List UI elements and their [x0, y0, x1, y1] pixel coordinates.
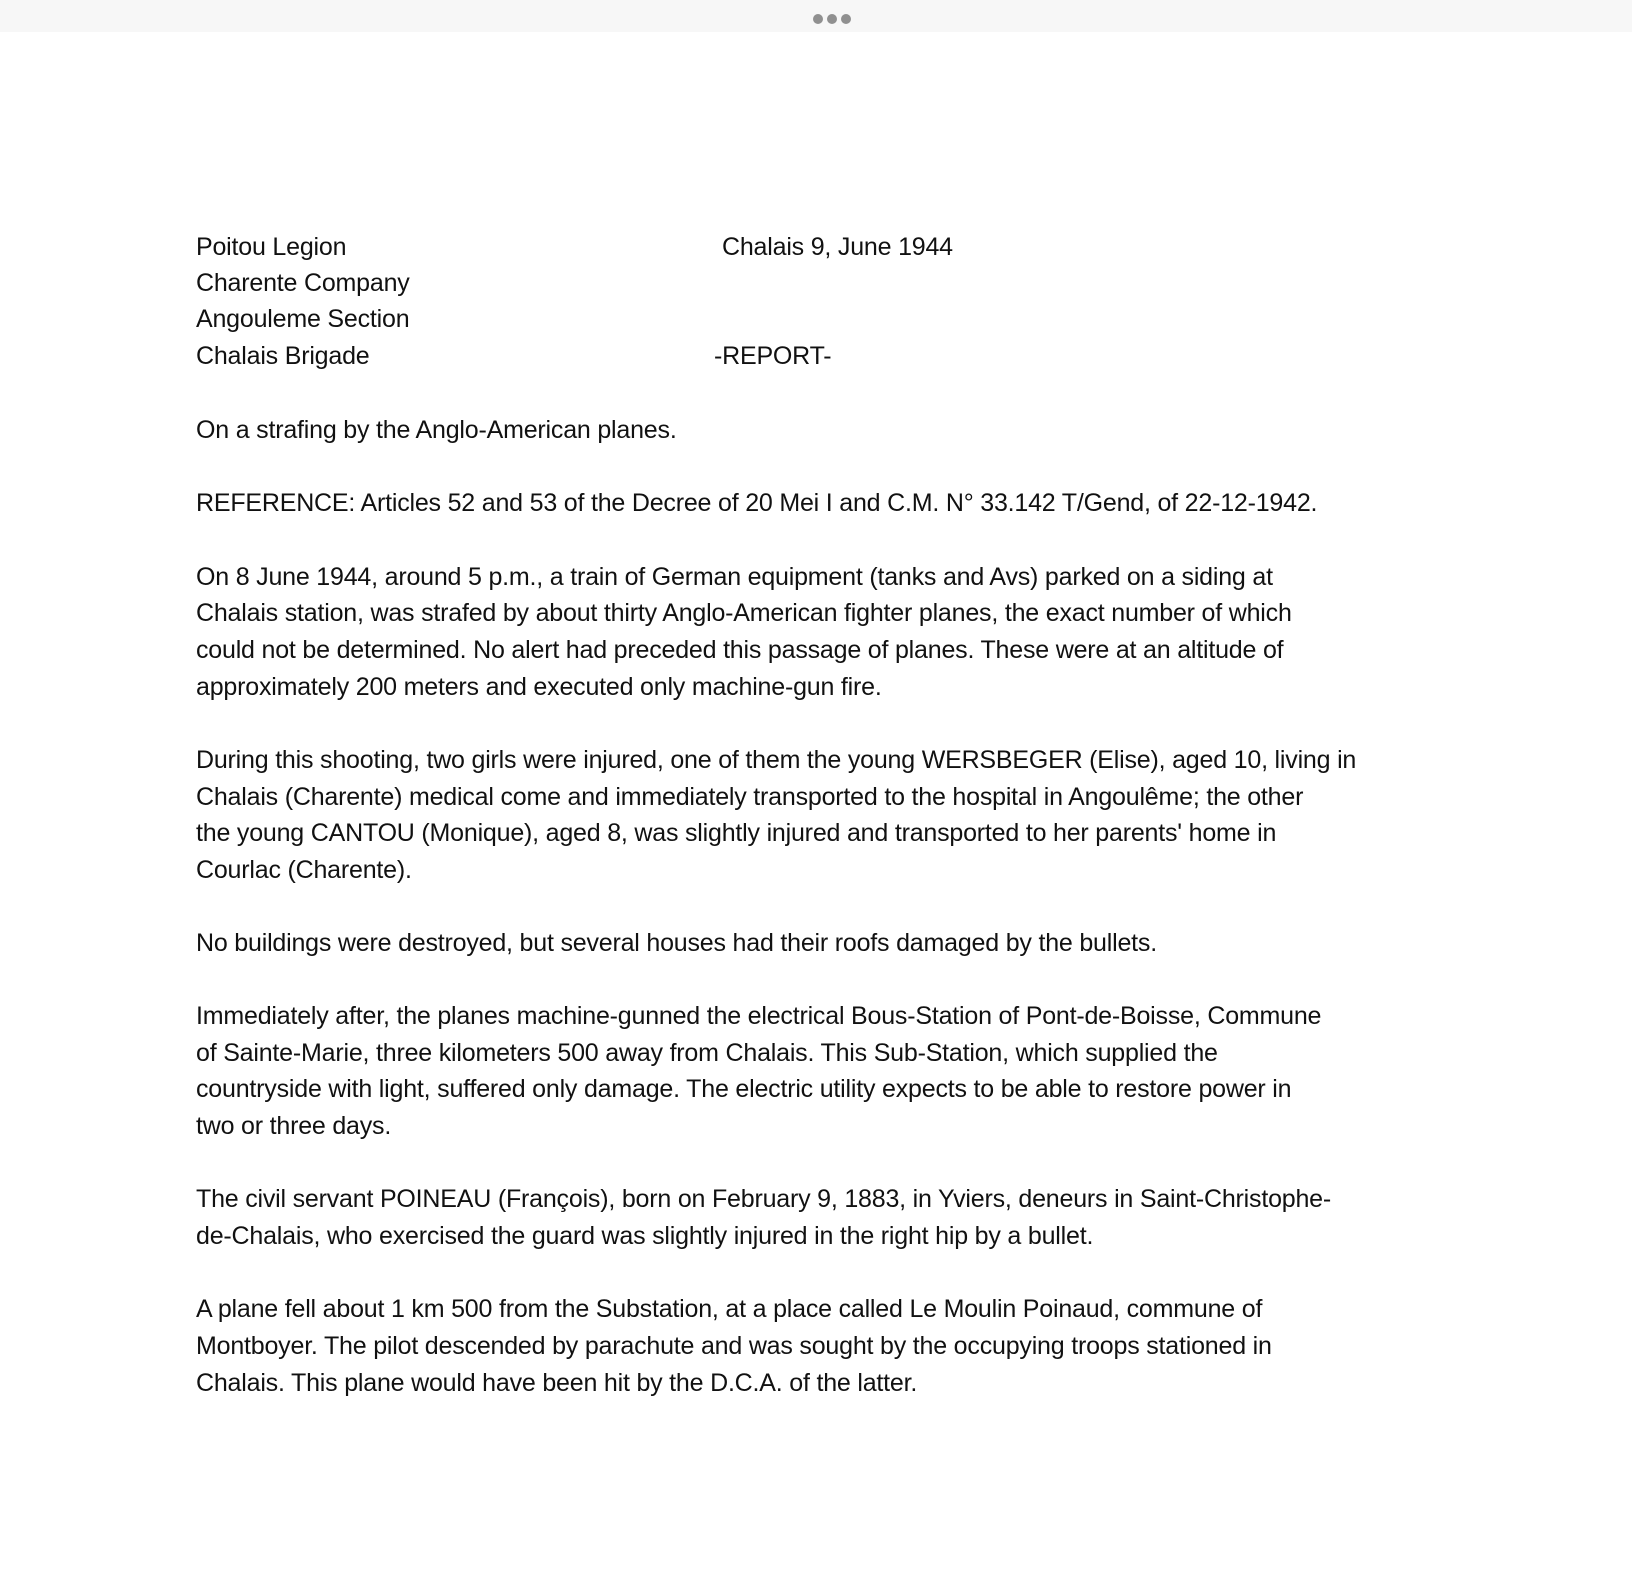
paragraph-line: de-Chalais, who exercised the guard was slightly injured in the right hip by a bullet. [196, 1222, 1094, 1250]
org-line-company: Charente Company [196, 269, 410, 297]
report-title: -REPORT- [714, 342, 832, 370]
paragraph-line: Chalais. This plane would have been hit by the D.C.A. of the latter. [196, 1369, 918, 1397]
org-line-section: Angouleme Section [196, 305, 410, 333]
paragraph-line: Immediately after, the planes machine-gunned the electrical Bous-Station of Pont-de-Boisse, Commune [196, 1002, 1322, 1030]
paragraph-line: could not be determined. No alert had preceded this passage of planes. These were at an altitude of [196, 636, 1284, 664]
reference-line: REFERENCE: Articles 52 and 53 of the Decree of 20 Mei I and C.M. N° 33.142 T/Gend, of 22-12-1942. [196, 489, 1318, 517]
document-date: Chalais 9, June 1944 [722, 233, 953, 261]
dot [813, 14, 823, 24]
paragraph-line: On 8 June 1944, around 5 p.m., a train of German equipment (tanks and Avs) parked on a siding at [196, 563, 1273, 591]
paragraph-line: of Sainte-Marie, three kilometers 500 away from Chalais. This Sub-Station, which supplied the [196, 1039, 1218, 1067]
paragraph-line: No buildings were destroyed, but several houses had their roofs damaged by the bullets. [196, 929, 1157, 957]
paragraph-line: approximately 200 meters and executed only machine-gun fire. [196, 673, 882, 701]
dot [841, 14, 851, 24]
document-page [0, 32, 1632, 1589]
paragraph-line: countryside with light, suffered only damage. The electric utility expects to be able to restore power in [196, 1075, 1292, 1103]
paragraph-line: Courlac (Charente). [196, 856, 412, 884]
paragraph-line: Montboyer. The pilot descended by parachute and was sought by the occupying troops stationed in [196, 1332, 1272, 1360]
window-top-bar [0, 0, 1632, 32]
more-dots-icon[interactable] [813, 14, 851, 24]
paragraph-line: the young CANTOU (Monique), aged 8, was slightly injured and transported to her parents' home in [196, 819, 1277, 847]
paragraph-line: two or three days. [196, 1112, 392, 1140]
paragraph-line: Chalais (Charente) medical come and immediately transported to the hospital in Angoulême; the other [196, 783, 1304, 811]
paragraph-line: A plane fell about 1 km 500 from the Substation, at a place called Le Moulin Poinaud, commune of [196, 1295, 1263, 1323]
dot [827, 14, 837, 24]
subject-line: On a strafing by the Anglo-American planes. [196, 416, 677, 444]
paragraph-line: During this shooting, two girls were injured, one of them the young WERSBEGER (Elise), aged 10, living in [196, 746, 1357, 774]
org-line-legion: Poitou Legion [196, 233, 347, 261]
paragraph-line: Chalais station, was strafed by about thirty Anglo-American fighter planes, the exact number of which [196, 599, 1292, 627]
org-line-brigade: Chalais Brigade [196, 342, 370, 370]
paragraph-line: The civil servant POINEAU (François), born on February 9, 1883, in Yviers, deneurs in Saint-Christophe- [196, 1185, 1332, 1213]
